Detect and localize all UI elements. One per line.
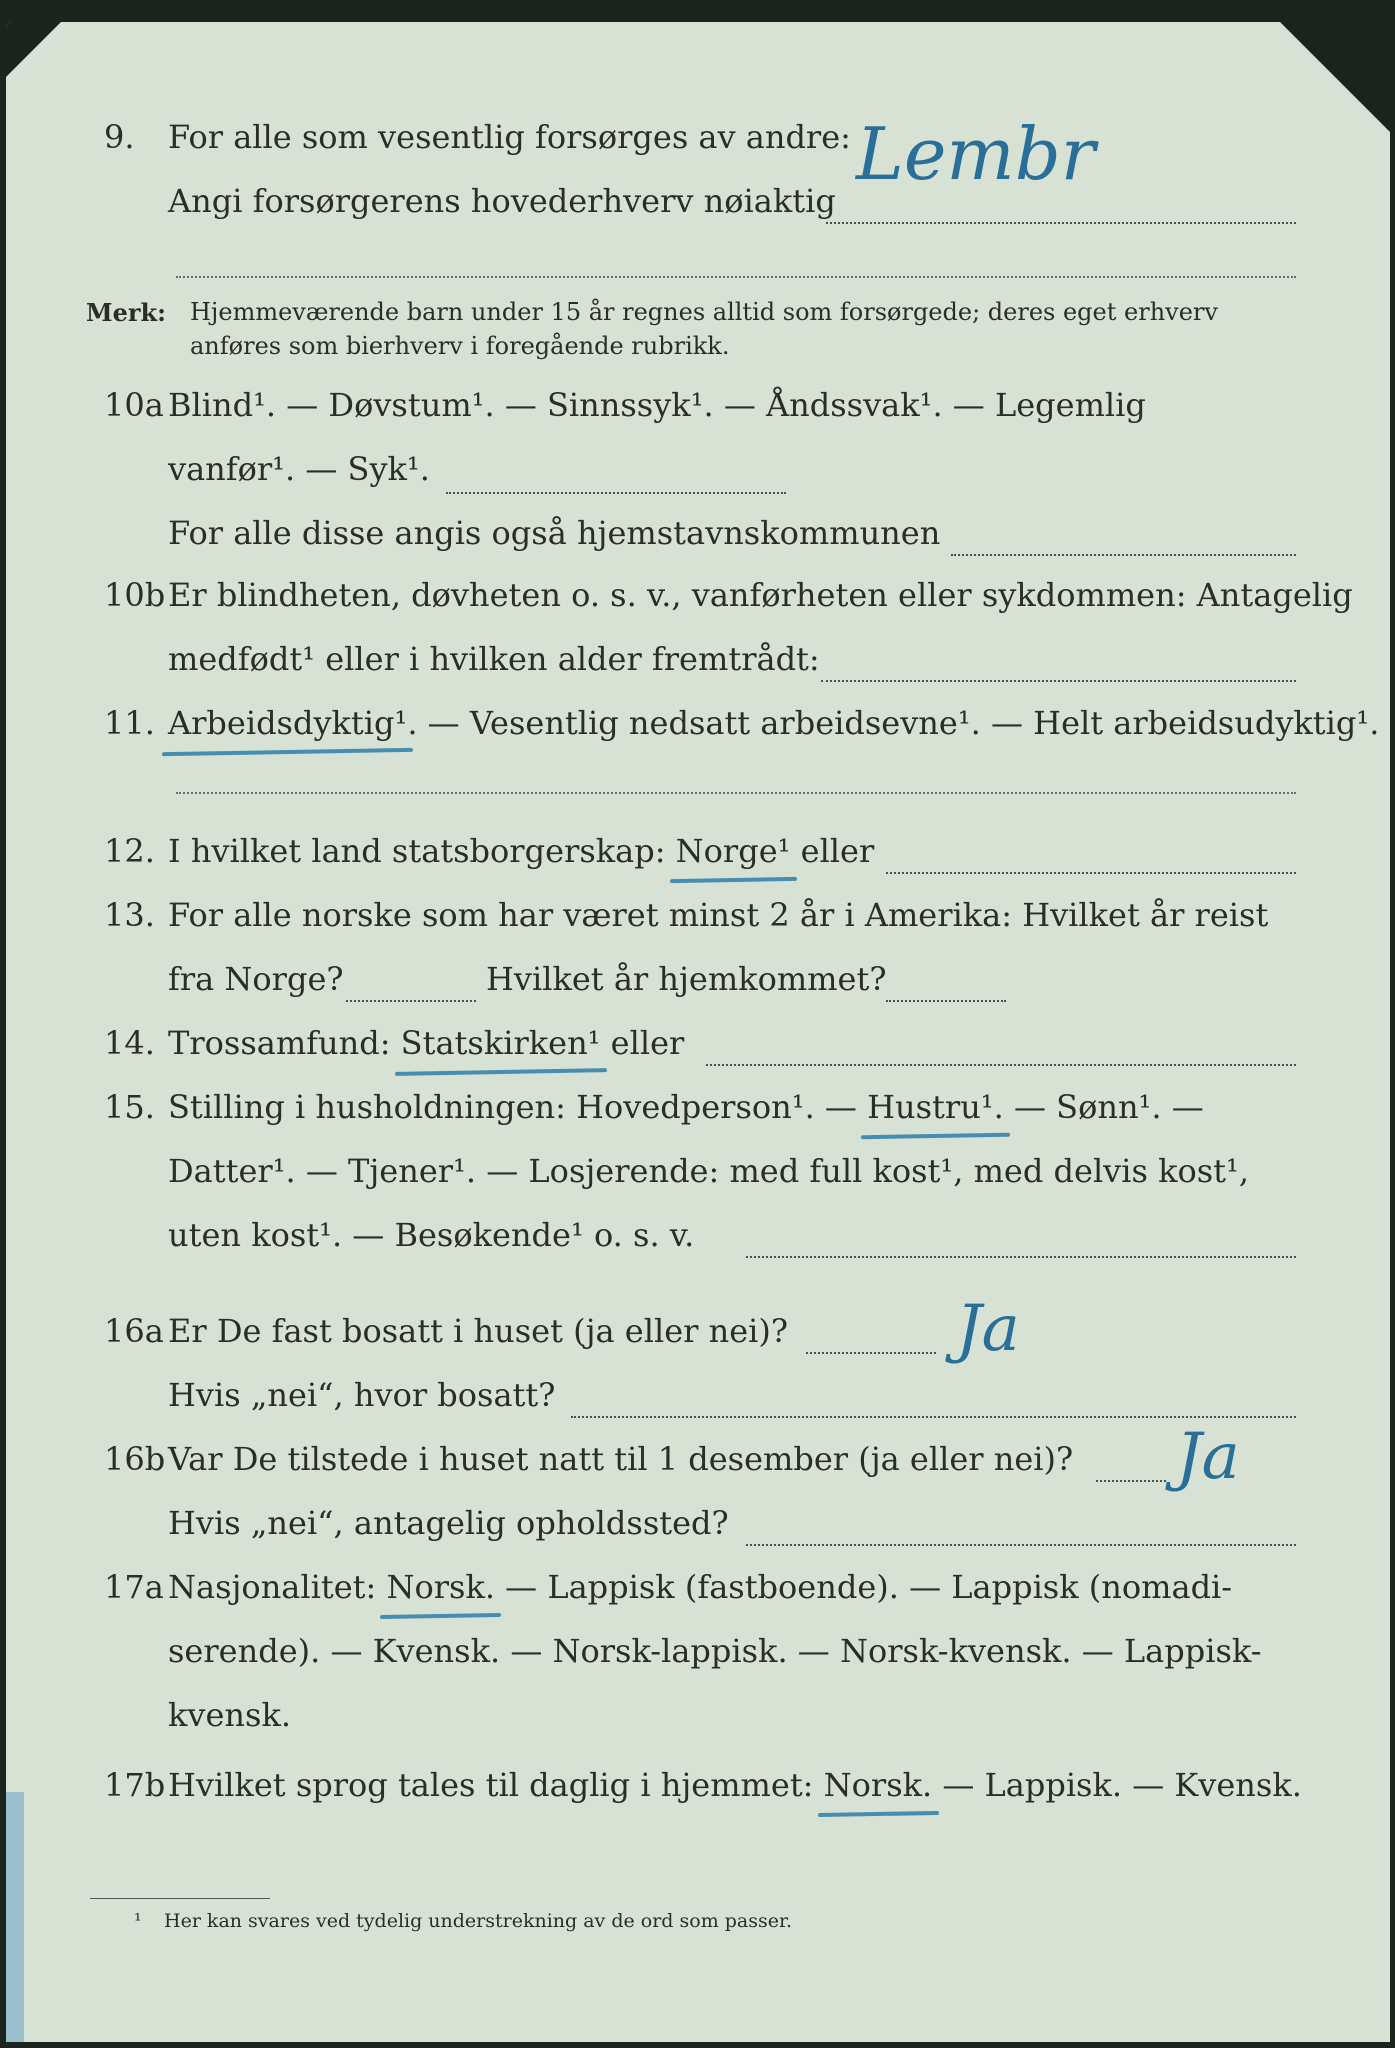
q17a-underlined-answer[interactable]: Norsk. — [386, 1568, 495, 1606]
q10a-text-3: For alle disse angis også hjemstavnskommunen — [168, 514, 941, 552]
q11-underlined-answer[interactable]: Arbeidsdyktig¹ — [168, 704, 408, 742]
q9-number: 9. — [104, 118, 135, 156]
q16b-text-1: Var De tilstede i huset natt til 1 desember (ja eller nei)? — [168, 1440, 1074, 1478]
footnote-text: Her kan svares ved tydelig understrekning av de ord som passer. — [164, 1910, 793, 1932]
q10b-number: 10b — [104, 576, 166, 614]
q16a-answer-field[interactable] — [806, 1352, 936, 1354]
q9-text-2: Angi forsørgerens hovederhverv nøiaktig — [168, 182, 836, 220]
q12-text-eller: eller — [790, 832, 875, 870]
q16b-opholdssted-field[interactable] — [746, 1544, 1296, 1546]
q10a-hjemstavn-field[interactable] — [951, 554, 1296, 556]
footnote-divider — [90, 1898, 270, 1899]
q10b-alder-field[interactable] — [821, 680, 1296, 682]
q17b-text: Hvilket sprog tales til daglig i hjemmet: — [168, 1766, 824, 1804]
q16b-text-2: Hvis „nei“, antagelig opholdssted? — [168, 1504, 729, 1542]
q14-underlined-answer[interactable]: Statskirken¹ — [400, 1024, 601, 1062]
q13-text-2a: fra Norge? — [168, 960, 344, 998]
merk-text-2: anføres som bierhverv i foregående rubrikk. — [190, 332, 730, 360]
q17a-number: 17a — [104, 1568, 164, 1606]
q14-text-eller: eller — [600, 1024, 685, 1062]
q9-answer-field[interactable] — [826, 222, 1296, 224]
q15-text-1b: — Sønn¹. — — [1003, 1088, 1204, 1126]
q10a-text-2: vanfør¹. — Syk¹. — [168, 450, 430, 488]
q12-number: 12. — [104, 832, 155, 870]
folded-corner-left — [6, 22, 61, 77]
q10a-number: 10a — [104, 386, 164, 424]
edge-stain — [6, 1792, 24, 2042]
q17a-text-1: Nasjonalitet: — [168, 1568, 387, 1606]
q15-number: 15. — [104, 1088, 155, 1126]
q16b-handwritten-answer: Ja — [1176, 1420, 1240, 1494]
q13-reist-field[interactable] — [346, 1000, 476, 1002]
q16a-text-2: Hvis „nei“, hvor bosatt? — [168, 1376, 556, 1414]
q10b-text-1: Er blindheten, døvheten o. s. v., vanførheten eller sykdommen: Antagelig — [168, 576, 1353, 614]
q17a-text-3: kvensk. — [168, 1696, 291, 1734]
q16a-bosatt-field[interactable] — [571, 1416, 1296, 1418]
q17b-text-b: — Lappisk. — Kvensk. — [932, 1766, 1302, 1804]
q12-underlined-answer[interactable]: Norge¹ — [675, 832, 791, 870]
q17b-underlined-answer[interactable]: Norsk. — [823, 1766, 933, 1804]
q13-number: 13. — [104, 896, 155, 934]
q12-other-field[interactable] — [886, 872, 1296, 874]
merk-label: Merk: — [86, 298, 166, 327]
q13-text-2b: Hvilket år hjemkommet? — [486, 960, 887, 998]
merk-text-1: Hjemmeværende barn under 15 år regnes alltid som forsørgede; deres eget erhverv — [190, 298, 1218, 326]
q17a-text-2: serende). — Kvensk. — Norsk-lappisk. — Norsk-kvensk. — Lappisk- — [168, 1632, 1262, 1670]
q17a-text-1b: — Lappisk (fastboende). — Lappisk (nomadi- — [495, 1568, 1233, 1606]
q13-text-1: For alle norske som har været minst 2 år i Amerika: Hvilket år reist — [168, 896, 1269, 934]
q14-text: Trossamfund: — [168, 1024, 401, 1062]
q16b-answer-field[interactable] — [1096, 1480, 1166, 1482]
census-form-page — [6, 22, 1390, 2042]
q16a-number: 16a — [104, 1312, 164, 1350]
q15-text-1: Stilling i husholdningen: Hovedperson¹. — — [168, 1088, 868, 1126]
q11-answer-field[interactable] — [176, 792, 1296, 794]
q14-number: 14. — [104, 1024, 155, 1062]
q9-text-1: For alle som vesentlig forsørges av andre: — [168, 118, 851, 156]
q9-answer-field-2[interactable] — [176, 276, 1296, 278]
q16a-text-1: Er De fast bosatt i huset (ja eller nei)? — [168, 1312, 789, 1350]
q12-text: I hvilket land statsborgerskap: — [168, 832, 676, 870]
folded-corner — [1280, 22, 1390, 132]
q17b-number: 17b — [104, 1766, 166, 1804]
q15-text-2: Datter¹. — Tjener¹. — Losjerende: med full kost¹, med delvis kost¹, — [168, 1152, 1250, 1190]
q11-number: 11. — [104, 704, 155, 742]
q16b-number: 16b — [104, 1440, 166, 1478]
q15-other-field[interactable] — [746, 1256, 1296, 1258]
q13-hjemkommet-field[interactable] — [886, 1000, 1006, 1002]
q10b-text-2: medfødt¹ eller i hvilken alder fremtrådt: — [168, 640, 820, 678]
q14-other-field[interactable] — [706, 1064, 1296, 1066]
q11-text: . — Vesentlig nedsatt arbeidsevne¹. — Helt arbeidsudyktig¹. — [407, 704, 1380, 742]
q15-underlined-answer[interactable]: Hustru¹. — [867, 1088, 1004, 1126]
q16a-handwritten-answer: Ja — [956, 1292, 1020, 1366]
q9-handwritten-answer: Lembr — [856, 112, 1096, 196]
q15-text-3: uten kost¹. — Besøkende¹ o. s. v. — [168, 1216, 695, 1254]
q10a-syk-field[interactable] — [446, 492, 786, 494]
footnote-mark: ¹ — [134, 1910, 142, 1932]
q10a-text-1: Blind¹. — Døvstum¹. — Sinnssyk¹. — Åndssvak¹. — Legemlig — [168, 386, 1146, 424]
